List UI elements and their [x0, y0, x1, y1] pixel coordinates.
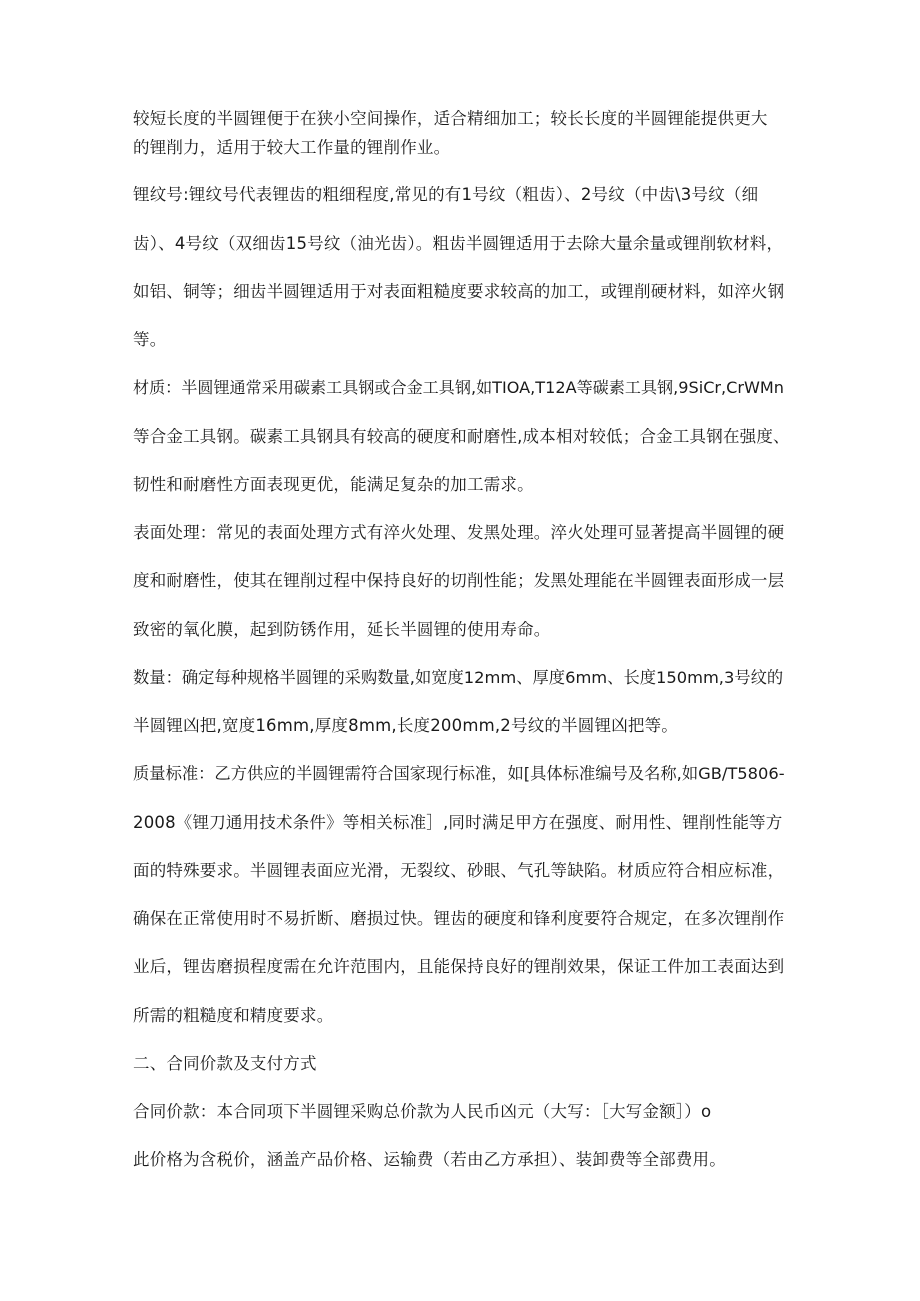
text-line: 业后，锂齿磨损程度需在允许范围内，且能保持良好的锂削效果，保证工件加工表面达到: [133, 957, 785, 976]
text-line: 质量标准：乙方供应的半圆锂需符合国家现行标准，如[具体标准编号及名称,如GB/T5806-: [133, 764, 785, 783]
text-line: 合同价款：本合同项下半圆锂采购总价款为人民币凶元（大写：［大写金额］）o: [133, 1102, 712, 1121]
text-line: 表面处理：常见的表面处理方式有淬火处理、发黑处理。淬火处理可显著提高半圆锂的硬: [133, 523, 785, 542]
section-heading: 二、合同价款及支付方式: [133, 1054, 317, 1073]
text-line: 等。: [133, 330, 167, 349]
text-line: 此价格为含税价，涵盖产品价格、运输费（若由乙方承担）、装卸费等全部费用。: [133, 1150, 726, 1169]
text-line: 所需的粗糙度和精度要求。: [133, 1006, 334, 1025]
text-line: 数量：确定每种规格半圆锂的采购数量,如宽度12mm、厚度6mm、长度150mm,3号纹的: [133, 668, 784, 687]
text-line: 如铝、铜等；细齿半圆锂适用于对表面粗糙度要求较高的加工，或锂削硬材料，如淬火钢: [133, 282, 785, 301]
text-line: 2008《锂刀通用技术条件》等相关标准］,同时满足甲方在强度、耐用性、锂削性能等方: [133, 813, 783, 832]
text-line: 齿）、4号纹（双细齿15号纹（油光齿）。粗齿半圆锂适用于去除大量余量或锂削软材料，: [133, 234, 784, 253]
text-line: 等合金工具钢。碳素工具钢具有较高的硬度和耐磨性,成本相对较低；合金工具钢在强度、: [133, 427, 790, 446]
text-line: 材质：半圆锂通常采用碳素工具钢或合金工具钢,如TIOA,T12A等碳素工具钢,9SiCr,CrWMn: [133, 378, 785, 397]
text-line: 致密的氧化膜，起到防锈作用，延长半圆锂的使用寿命。: [133, 620, 551, 639]
text-line: 的锂削力，适用于较大工作量的锂削作业。: [133, 138, 451, 157]
text-line: 面的特殊要求。半圆锂表面应光滑，无裂纹、砂眼、气孔等缺陷。材质应符合相应标准，: [133, 861, 785, 880]
text-line: 确保在正常使用时不易折断、磨损过快。锂齿的硬度和锋利度要符合规定，在多次锂削作: [133, 909, 785, 928]
text-line: 韧性和耐磨性方面表现更优，能满足复杂的加工需求。: [133, 475, 534, 494]
text-line: 锂纹号:锂纹号代表锂齿的粗细程度,常见的有1号纹（粗齿）、2号纹（中齿\3号纹（细: [133, 185, 759, 204]
text-line: 半圆锂凶把,宽度16mm,厚度8mm,长度200mm,2号纹的半圆锂凶把等。: [133, 716, 679, 735]
text-line: 度和耐磨性，使其在锂削过程中保持良好的切削性能；发黑处理能在半圆锂表面形成一层: [133, 571, 785, 590]
text-line: 较短长度的半圆锂便于在狭小空间操作，适合精细加工；较长长度的半圆锂能提供更大: [133, 109, 768, 128]
